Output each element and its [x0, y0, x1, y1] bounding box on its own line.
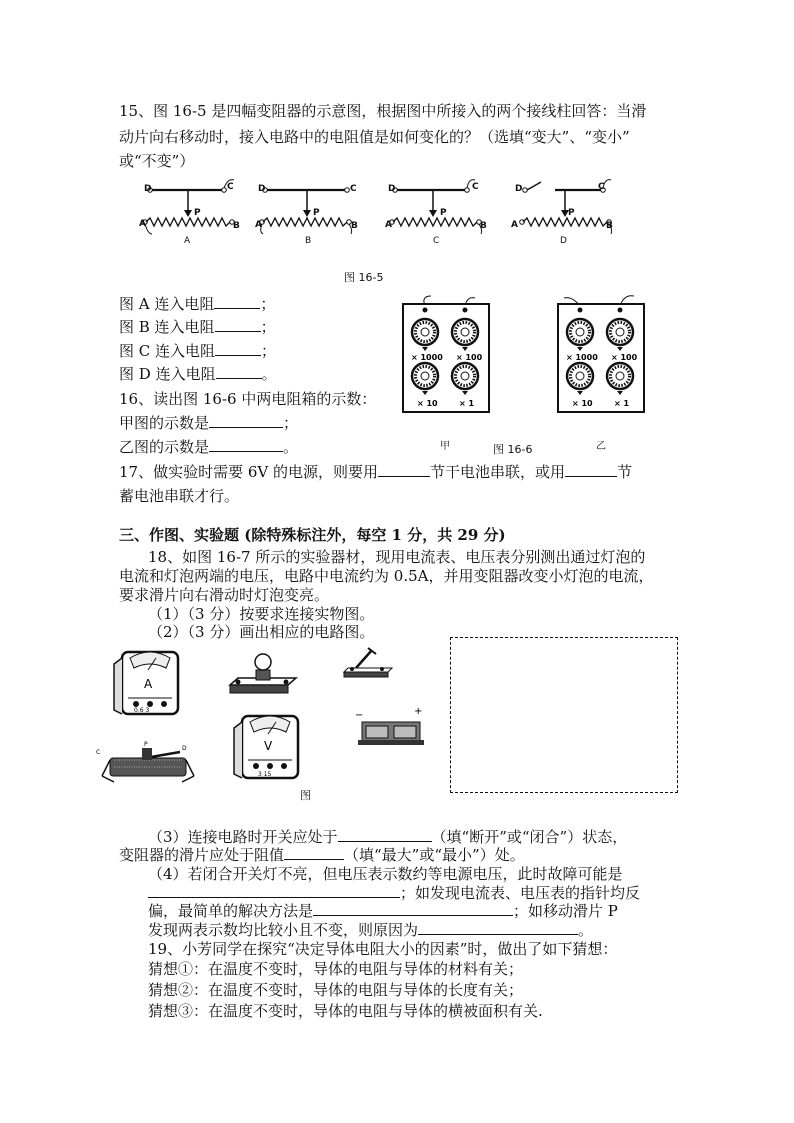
- label-d: D: [388, 184, 396, 194]
- rheostat-b: [260, 188, 352, 234]
- panel-label-a: A: [184, 236, 191, 246]
- q16-line1: 16、读出图 16-6 中两电阻箱的示数：: [119, 390, 377, 408]
- mult-10: × 10: [572, 399, 593, 408]
- label-c: C: [472, 182, 479, 192]
- battery-plus: +: [414, 706, 423, 717]
- voltmeter-scale: 3 15: [258, 771, 272, 778]
- label-p: P: [568, 208, 575, 218]
- label-b: B: [606, 221, 613, 231]
- label-a: A: [511, 220, 518, 230]
- solution-blank[interactable]: [313, 901, 513, 916]
- q19-guess3: 猜想③：在温度不变时，导体的电阻与导体的横被面积有关.: [148, 1002, 543, 1020]
- mult-1: × 1: [459, 399, 475, 408]
- q15-line3: 或“不变”）: [119, 152, 195, 170]
- jia-blank[interactable]: [209, 413, 283, 428]
- ammeter-scale: 0.6 3: [134, 707, 150, 714]
- switch-state-blank[interactable]: [338, 827, 432, 842]
- mult-100: × 100: [611, 353, 638, 362]
- voltmeter: [234, 716, 298, 778]
- voltmeter-symbol: V: [264, 739, 273, 753]
- label-p: P: [194, 208, 201, 218]
- answer-a: 图 A 连入电阻 ；: [119, 295, 276, 313]
- reason-blank[interactable]: [418, 920, 578, 935]
- figure-caption-16-5: 图 16-5: [344, 271, 384, 284]
- battery-minus: −: [355, 710, 364, 721]
- answer-a-blank[interactable]: [214, 294, 260, 309]
- lamp: [230, 654, 296, 693]
- label-d: D: [258, 184, 266, 194]
- q18-line1: 18、如图 16-7 所示的实验器材，现用电流表、电压表分别测出通过灯泡的: [148, 548, 646, 566]
- yi-blank[interactable]: [209, 437, 283, 452]
- label-a: A: [139, 219, 146, 229]
- rheostat-a: [143, 180, 235, 234]
- label-a: A: [385, 220, 392, 230]
- q16-jia: 甲图的示数是 ；: [119, 414, 299, 432]
- mult-10: × 10: [417, 399, 438, 408]
- rheostat-figure-16-5: [130, 176, 620, 256]
- rheostat-label-p: P: [144, 741, 148, 748]
- rheostat-label-c: C: [96, 749, 101, 756]
- q19-guess2: 猜想②：在温度不变时，导体的电阻与导体的长度有关；: [148, 981, 524, 999]
- fault-blank[interactable]: [148, 883, 400, 898]
- q18-line3: 要求滑片向右滑动时灯泡变亮。: [119, 586, 330, 604]
- q17-line1: 17、做实验时需要 6V 的电源，则要用 节干电池串联，或用 节: [119, 463, 633, 481]
- q18-sub4-line1: （4）若闭合开关灯不亮，但电压表示数约等电源电压，此时故障可能是: [148, 865, 623, 883]
- label-b: B: [480, 221, 487, 231]
- resistance-box-figure: [395, 290, 655, 430]
- answer-d-blank[interactable]: [216, 364, 262, 379]
- rheostat-value-blank[interactable]: [284, 845, 344, 860]
- answer-c: 图 C 连入电阻 ；: [119, 342, 277, 360]
- q18-sub4-line2: ；如发现电流表、电压表的指针均反: [148, 883, 640, 903]
- q15-line2: 动片向右移动时，接入电路中的电阻值是如何变化的？（选填“变大”、“变小”: [119, 128, 630, 146]
- figure-caption-16-6: 图 16-6: [493, 443, 533, 456]
- label-b: B: [351, 221, 358, 231]
- answer-b: 图 B 连入电阻 ；: [119, 318, 276, 336]
- mult-1000: × 1000: [411, 353, 443, 362]
- q18-sub4-line4: 发现两表示数均比较小且不变，则原因为 。: [148, 921, 594, 939]
- q15-line1: 15、图 16-5 是四幅变阻器的示意图，根据图中所接入的两个接线柱回答：当滑: [119, 102, 647, 120]
- q18-sub1: （1）（3 分）按要求连接实物图。: [148, 605, 375, 623]
- circuit-drawing-area[interactable]: [450, 637, 678, 793]
- resistance-box-yi: [558, 296, 644, 412]
- label-p: P: [313, 208, 320, 218]
- label-p: P: [440, 208, 447, 218]
- switch: [344, 648, 392, 677]
- box-label-yi: 乙: [596, 441, 606, 452]
- ammeter-symbol: A: [144, 677, 153, 691]
- q18-sub3-line1: （3）连接电路时开关应处于 （填“断开”或“闭合”）状态，: [148, 828, 628, 846]
- panel-label-c: C: [433, 236, 440, 246]
- q19-guess1: 猜想①：在温度不变时，导体的电阻与导体的材料有关；: [148, 960, 524, 978]
- answer-b-blank[interactable]: [215, 317, 261, 332]
- resistance-box-jia: [403, 296, 489, 412]
- q18-sub4-line3: 偏，最简单的解决方法是 ；如移动滑片 P: [148, 902, 618, 920]
- figure-label: 图: [300, 789, 311, 802]
- q17-blank-2[interactable]: [565, 462, 617, 477]
- rheostat-c: [390, 180, 482, 234]
- q17-blank-1[interactable]: [378, 462, 430, 477]
- label-d: D: [144, 184, 152, 194]
- panel-label-b: B: [305, 236, 312, 246]
- section-3-title: 三、作图、实验题 (除特殊标注外，每空 1 分，共 29 分): [119, 526, 506, 544]
- rheostat-label-d: D: [182, 745, 187, 752]
- q18-line2: 电流和灯泡两端的电压，电路中电流约为 0.5A，并用变阻器改变小灯泡的电流，: [119, 567, 654, 585]
- q16-yi: 乙图的示数是 。: [119, 438, 299, 456]
- equipment-figure: [96, 640, 440, 800]
- answer-d: 图 D 连入电阻 。: [119, 365, 277, 383]
- answer-c-blank[interactable]: [215, 341, 261, 356]
- label-b: B: [233, 221, 240, 231]
- q18-sub2: （2）（3 分）画出相应的电路图。: [148, 623, 375, 641]
- label-a: A: [255, 220, 262, 230]
- label-d: D: [515, 184, 523, 194]
- mult-100: × 100: [456, 353, 483, 362]
- mult-1000: × 1000: [566, 353, 598, 362]
- q18-sub3-line2: 变阻器的滑片应处于阻值 （填“最大”或“最小”）处。: [119, 846, 525, 864]
- q19-line1: 19、小芳同学在探究“决定导体电阻大小的因素”时，做出了如下猜想：: [148, 940, 618, 958]
- label-c: C: [598, 182, 605, 192]
- battery: [355, 706, 424, 745]
- q17-line2: 蓄电池串联才行。: [119, 487, 240, 505]
- mult-1: × 1: [614, 399, 630, 408]
- panel-label-d: D: [560, 236, 567, 246]
- label-c: C: [350, 184, 357, 194]
- box-label-jia: 甲: [440, 441, 450, 452]
- rheostat: [96, 741, 194, 782]
- label-c: C: [227, 182, 234, 192]
- ammeter: [114, 652, 178, 714]
